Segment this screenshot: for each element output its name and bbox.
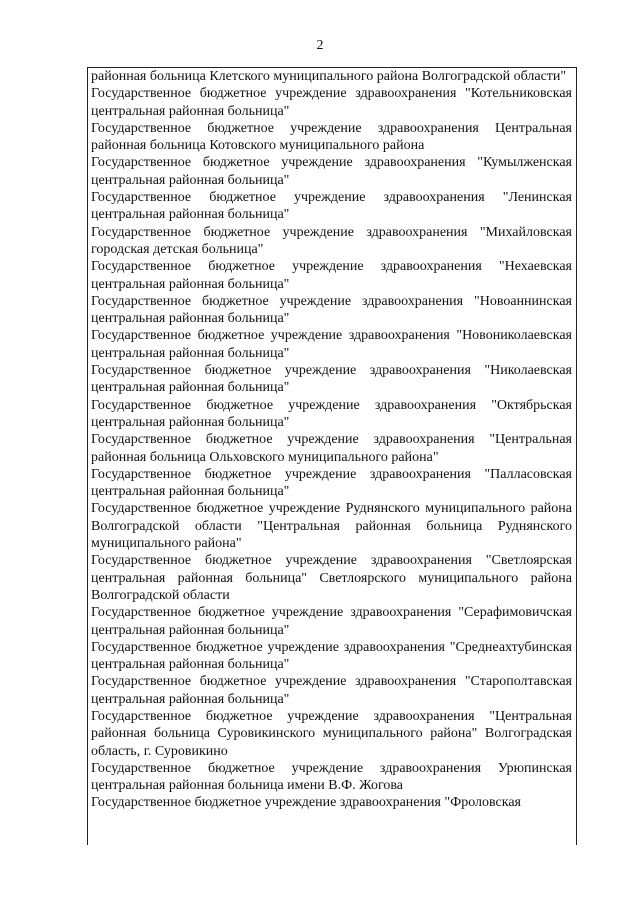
table-row: Государственное бюджетное учреждение здравоохранения "Октябрьская центральная районная больница": [91, 397, 572, 430]
table-row: Государственное бюджетное учреждение здравоохранения "Светлоярская центральная районная больница" Светлоярского муниципального района Волгоградской области: [91, 553, 572, 603]
table-row: Государственное бюджетное учреждение Руднянского муниципального района Волгоградской области "Центральная районная больница Руднянского муниципального района": [91, 501, 572, 552]
table-row: Государственное бюджетное учреждение здравоохранения "Ленинская центральная районная больница": [91, 190, 572, 223]
table-row: Государственное бюджетное учреждение здравоохранения "Николаевская центральная районная больница": [91, 363, 572, 396]
table-row: районная больница Клетского муниципального района Волгоградской области": [91, 69, 567, 84]
table-row: Государственное бюджетное учреждение здравоохранения "Кумылженская центральная районная больница": [91, 155, 572, 188]
table-row: Государственное бюджетное учреждение здравоохранения Урюпинская центральная районная больница имени В.Ф. Жогова: [91, 760, 572, 794]
table-row: Государственное бюджетное учреждение здравоохранения "Нехаевская центральная районная больница": [91, 259, 572, 292]
table-row: Государственное бюджетное учреждение здравоохранения "Палласовская центральная районная больница": [91, 466, 572, 500]
organizations-list: [91, 68, 572, 812]
table-row: Государственное бюджетное учреждение здравоохранения "Фроловская: [91, 795, 521, 811]
table-row: Государственное бюджетное учреждение здравоохранения "Центральная районная больница Ольховского муниципального района": [91, 432, 572, 465]
table-row: Государственное бюджетное учреждение здравоохранения "Старополтавская центральная районная больница": [91, 674, 572, 707]
table-row: Государственное бюджетное учреждение здравоохранения "Новониколаевская центральная районная больница": [91, 328, 572, 361]
table-row: Государственное бюджетное учреждение здравоохранения "Среднеахтубинская центральная районная больница": [91, 639, 572, 673]
table-row: Государственное бюджетное учреждение здравоохранения "Новоаннинская центральная районная больница": [91, 293, 572, 327]
table-row: Государственное бюджетное учреждение здравоохранения "Котельниковская центральная районная больница": [91, 86, 572, 119]
table-row: Государственное бюджетное учреждение здравоохранения Центральная районная больница Котовского муниципального района: [91, 120, 572, 154]
page-number: 2: [316, 38, 324, 53]
table-row: Государственное бюджетное учреждение здравоохранения "Михайловская городская детская больница": [91, 224, 572, 257]
table-row: Государственное бюджетное учреждение здравоохранения "Центральная районная больница Суровикинского муниципального района" Волгоградская область, г. Суровикино: [91, 708, 572, 759]
organizations-table: [87, 67, 577, 845]
table-row: Государственное бюджетное учреждение здравоохранения "Серафимовичская центральная районная больница": [91, 605, 572, 638]
